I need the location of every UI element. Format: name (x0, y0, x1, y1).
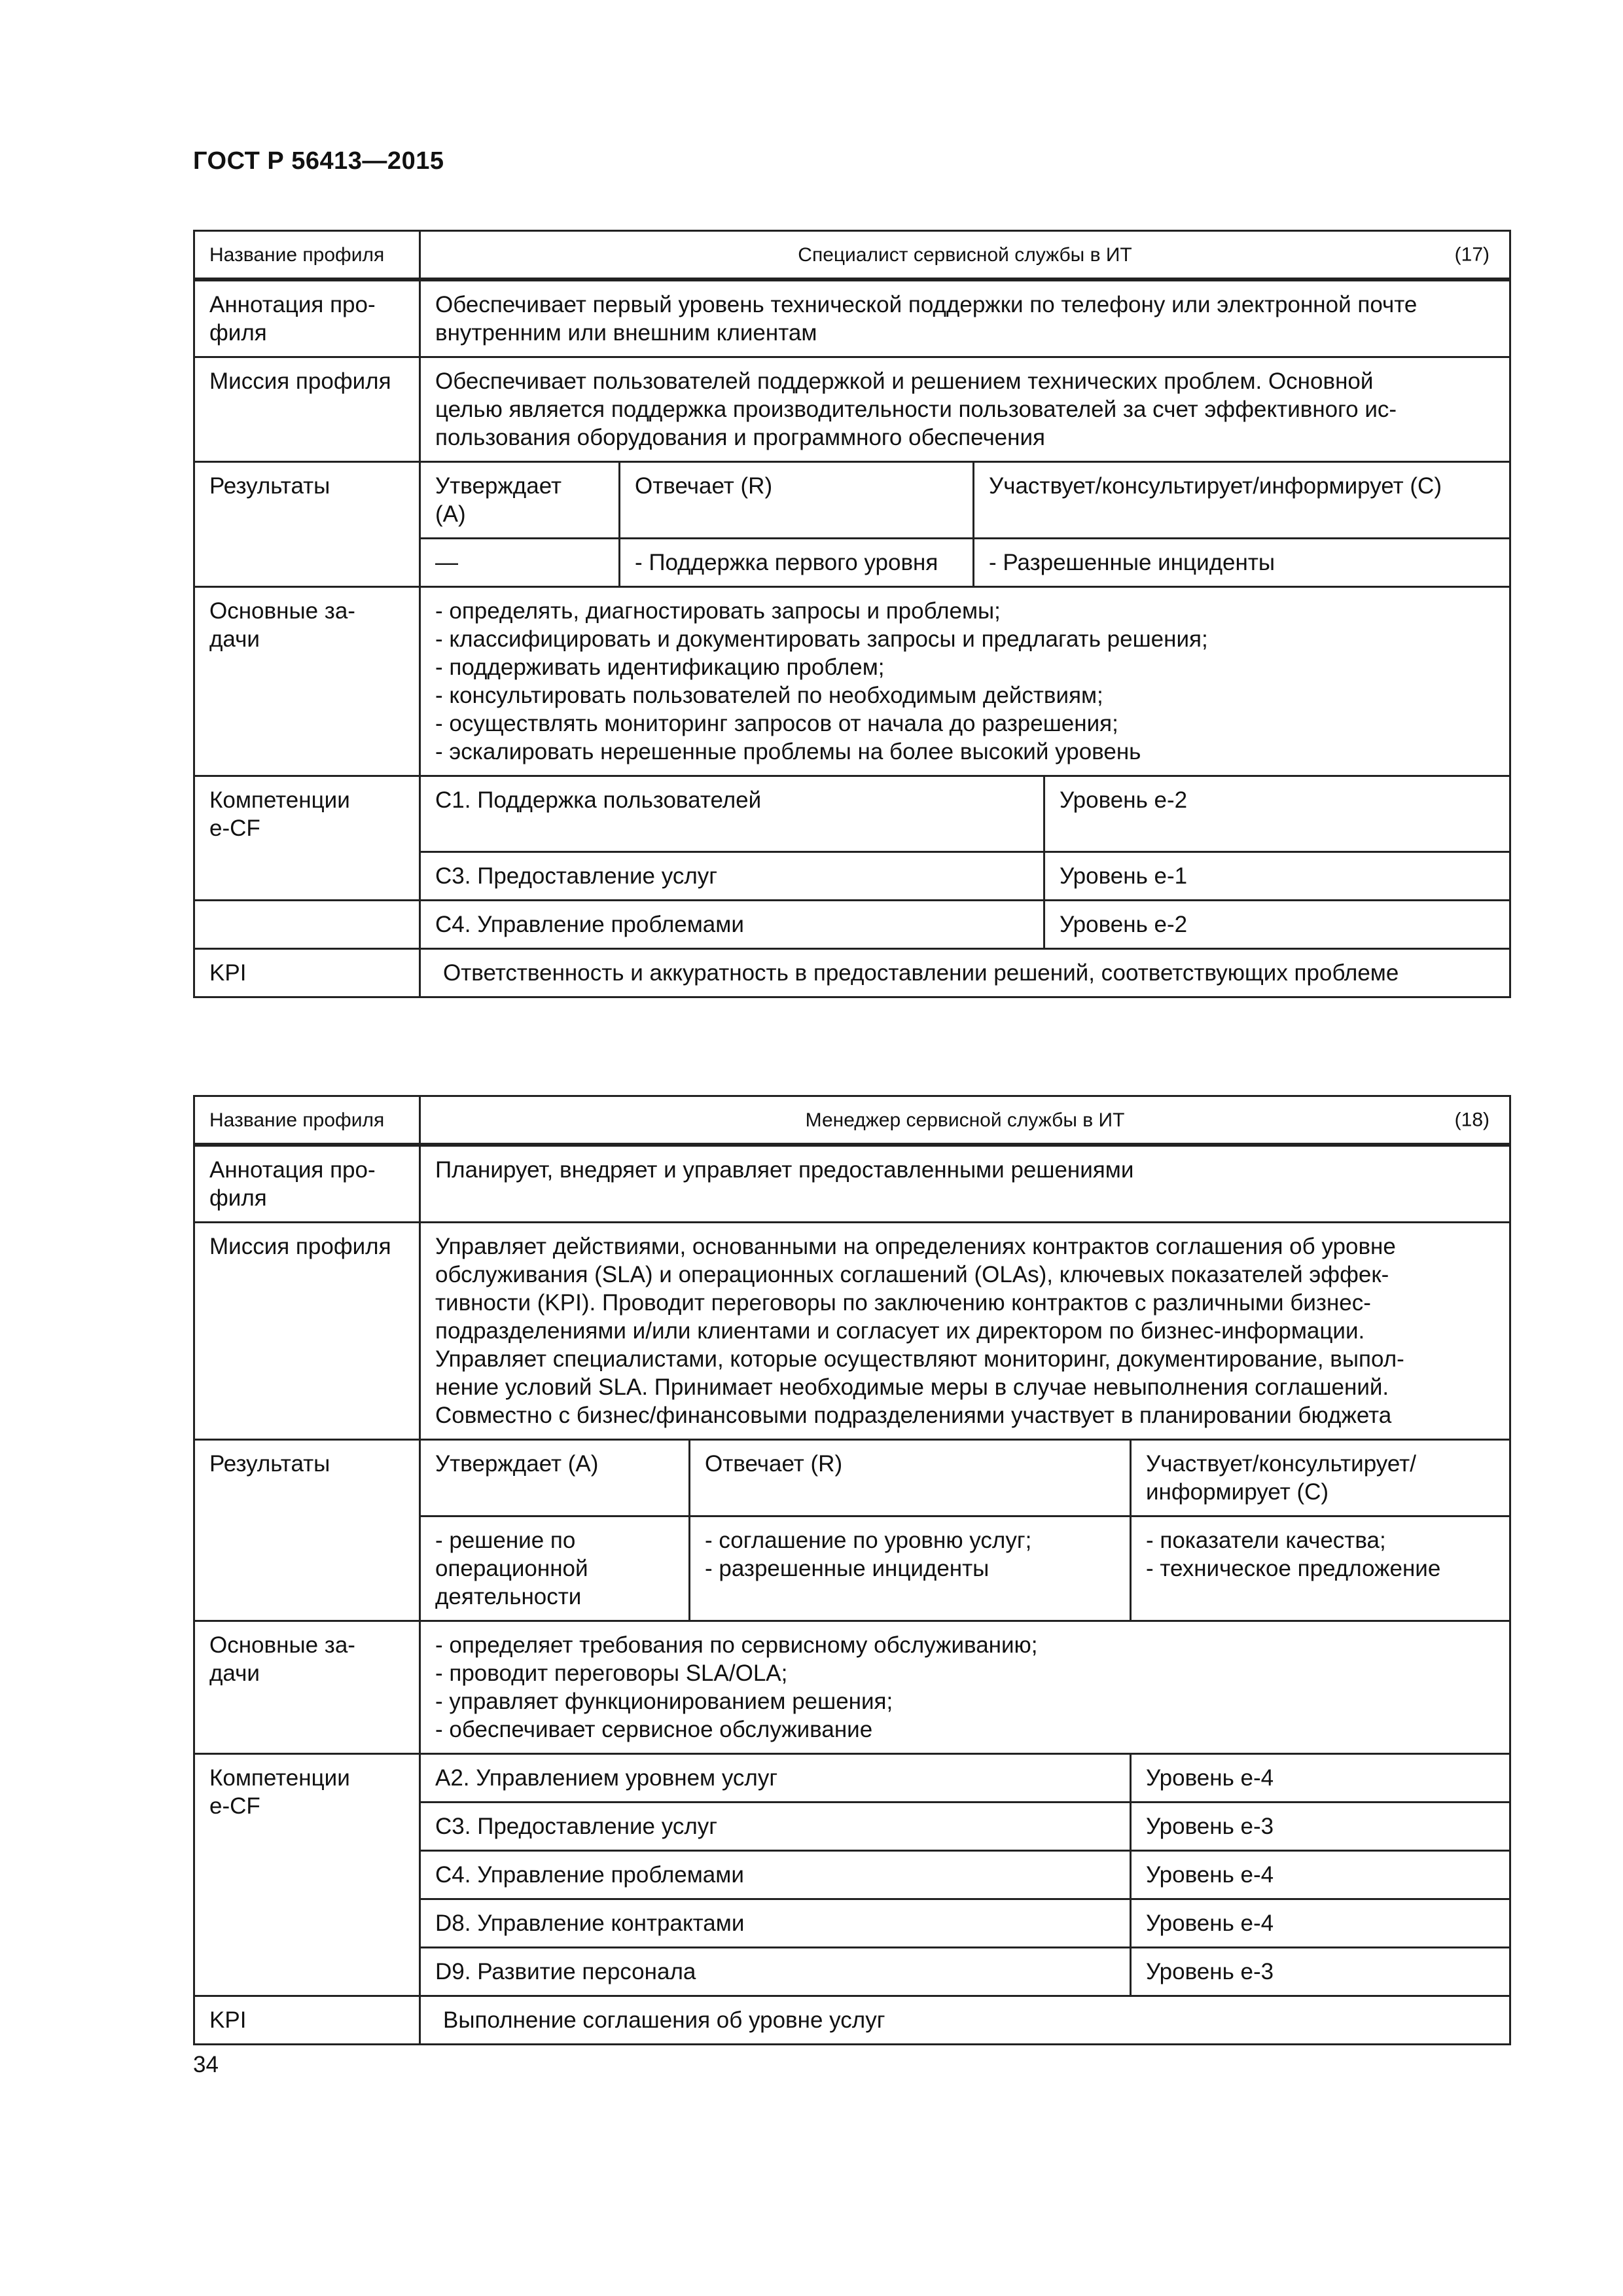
task-item: - обеспечивает сервисное обслуживание (435, 1717, 873, 1742)
task-item: - проводит переговоры SLA/OLA; (435, 1660, 788, 1686)
document-header: ГОСТ Р 56413—2015 (193, 147, 444, 175)
competence-row (194, 900, 1510, 948)
tasks-row (194, 1621, 1510, 1754)
competence-level: Уровень е-4 (1131, 1851, 1510, 1899)
mission-text: Обеспечивает пользователей поддержкой и решением технических проблем. Основной целью является поддержка производительности пользователей за счет эффективного ис- пользования оборудования и программного обеспечения (420, 357, 1510, 462)
competence-name: С3. Предоставление услуг (420, 1803, 1131, 1851)
results-label: Результаты (194, 1440, 420, 1621)
competence-level: Уровень е-4 (1131, 1754, 1510, 1803)
results-participates-value: - показатели качества; - техническое предложение (1131, 1516, 1510, 1621)
task-item: - классифицировать и документировать запросы и предлагать решения; (435, 626, 1208, 652)
annotation-row (194, 1145, 1510, 1223)
mission-text: Управляет действиями, основанными на определениях контрактов соглашения об уровне обслуживания (SLA) и операционных соглашений (OLAs), ключевых показателей эффек- тивности (KPI). Проводит переговоры по заключению контрактов с различными бизнес- подразделениями и/или клиентами и согласует их директором по бизнес-информации. Управляет специалистами, которые осуществляют мониторинг, документирование, выпол- нение условий SLA. Принимает необходимые меры в случае невыполнения соглашений. Совместно с бизнес/финансовыми подразделениями участвует в планировании бюджета (420, 1223, 1510, 1440)
competence-level: Уровень е-4 (1131, 1899, 1510, 1948)
page-number: 34 (193, 2052, 219, 2077)
tasks-label: Основные за- дачи (194, 1621, 420, 1754)
kpi-row (194, 948, 1510, 997)
tasks-list (420, 587, 1510, 776)
results-responsible-value: - Поддержка первого уровня (620, 539, 974, 587)
results-participates-header: Участвует/консультирует/информирует (С) (974, 462, 1510, 539)
task-item: - консультировать пользователей по необходимым действиям; (435, 683, 1103, 708)
results-responsible-header: Отвечает (R) (620, 462, 974, 539)
tasks-label: Основные за- дачи (194, 587, 420, 776)
competence-level: Уровень е-1 (1044, 852, 1510, 900)
task-item: - осуществлять мониторинг запросов от начала до разрешения; (435, 711, 1118, 736)
competence-row (194, 852, 1510, 900)
mission-label: Миссия профиля (194, 1223, 420, 1440)
profile-number: (18) (1454, 1109, 1490, 1131)
competences-label: Компетенции e-CF (194, 1754, 420, 1996)
competence-level: Уровень е-3 (1131, 1948, 1510, 1996)
mission-label: Миссия профиля (194, 357, 420, 462)
task-item: - эскалировать нерешенные проблемы на более высокий уровень (435, 739, 1141, 764)
kpi-label: KPI (194, 948, 420, 997)
profile-name-cell (420, 1096, 1510, 1145)
annotation-label: Аннотация про- филя (194, 279, 420, 357)
competences-label-cont (194, 900, 420, 948)
task-item: - определяет требования по сервисному обслуживанию; (435, 1632, 1038, 1658)
profile-table-17 (193, 230, 1511, 998)
tasks-list (420, 1621, 1510, 1754)
results-responsible-header: Отвечает (R) (690, 1440, 1131, 1516)
kpi-text: Ответственность и аккуратность в предоставлении решений, соответствующих проблеме (420, 948, 1510, 997)
mission-row (194, 357, 1510, 462)
results-header-row (194, 462, 1510, 539)
competence-name: С4. Управление проблемами (420, 1851, 1131, 1899)
profile-table-18 (193, 1095, 1511, 2045)
profile-name: Менеджер сервисной службы в ИТ (805, 1109, 1125, 1131)
profile-name-cell (420, 231, 1510, 280)
profile-name-row (194, 231, 1510, 280)
task-item: - поддерживать идентификацию проблем; (435, 655, 885, 680)
results-approves-header: Утверждает (А) (420, 462, 620, 539)
profile-name-label: Название профиля (194, 231, 420, 280)
results-approves-value: - решение по операционной деятельности (420, 1516, 690, 1621)
competence-name: С1. Поддержка пользователей (420, 776, 1044, 852)
results-participates-header: Участвует/консультирует/ информирует (С) (1131, 1440, 1510, 1516)
competence-row (194, 1754, 1510, 1803)
annotation-label: Аннотация про- филя (194, 1145, 420, 1223)
results-responsible-value: - соглашение по уровню услуг; - разрешенные инциденты (690, 1516, 1131, 1621)
kpi-label: KPI (194, 1996, 420, 2045)
kpi-row (194, 1996, 1510, 2045)
competence-name: D9. Развитие персонала (420, 1948, 1131, 1996)
task-item: - управляет функционированием решения; (435, 1689, 893, 1714)
profile-number: (17) (1454, 243, 1490, 266)
competences-label: Компетенции e-CF (194, 776, 420, 852)
task-item: - определять, диагностировать запросы и проблемы; (435, 598, 1001, 624)
annotation-row (194, 279, 1510, 357)
competence-level: Уровень е-2 (1044, 776, 1510, 852)
competence-name: А2. Управлением уровнем услуг (420, 1754, 1131, 1803)
mission-row (194, 1223, 1510, 1440)
tasks-row (194, 587, 1510, 776)
annotation-text: Обеспечивает первый уровень технической поддержки по телефону или электронной почте внутренним или внешним клиентам (420, 279, 1510, 357)
competence-name: D8. Управление контрактами (420, 1899, 1131, 1948)
competence-name: С4. Управление проблемами (420, 900, 1044, 948)
profile-name: Специалист сервисной службы в ИТ (798, 243, 1132, 266)
competence-level: Уровень е-2 (1044, 900, 1510, 948)
results-participates-value: - Разрешенные инциденты (974, 539, 1510, 587)
competence-name: С3. Предоставление услуг (420, 852, 1044, 900)
profile-name-row (194, 1096, 1510, 1145)
results-header-row (194, 1440, 1510, 1516)
competence-row (194, 776, 1510, 852)
results-label: Результаты (194, 462, 420, 587)
competence-level: Уровень е-3 (1131, 1803, 1510, 1851)
competences-label-cont (194, 852, 420, 900)
kpi-text: Выполнение соглашения об уровне услуг (420, 1996, 1510, 2045)
results-approves-value: — (420, 539, 620, 587)
results-approves-header: Утверждает (А) (420, 1440, 690, 1516)
annotation-text: Планирует, внедряет и управляет предоставленными решениями (420, 1145, 1510, 1223)
profile-name-label: Название профиля (194, 1096, 420, 1145)
